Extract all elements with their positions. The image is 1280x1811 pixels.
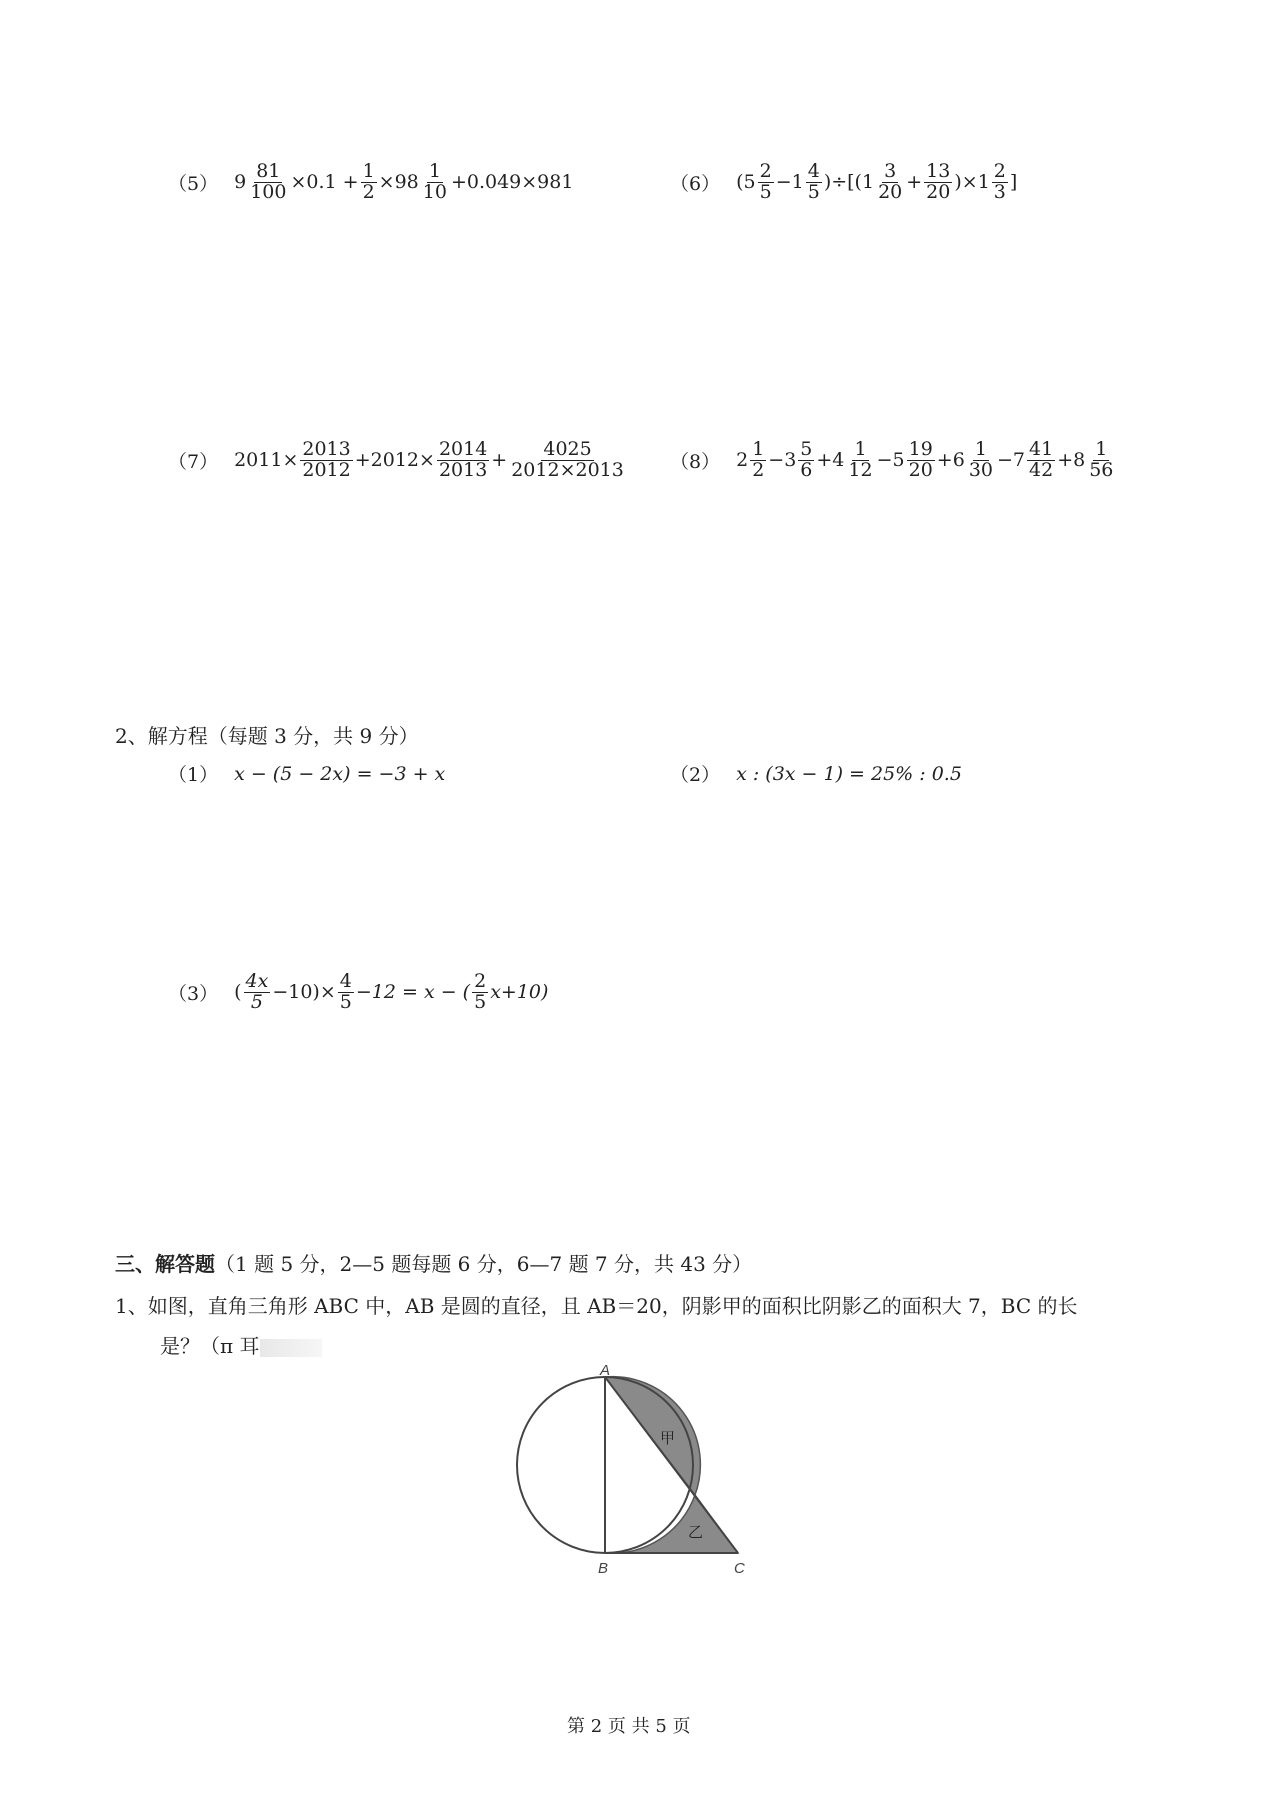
problem-label: （5） [168, 172, 219, 195]
fraction: $\frac{2}{3}$ [993, 160, 1006, 203]
page-footer: 第 2 页 共 5 页 [567, 1716, 691, 1737]
fraction: $\frac{2013}{2012}$ [302, 438, 351, 481]
operator-text: 2011× [234, 449, 299, 472]
operator-text: x+10) [490, 981, 549, 1004]
fraction: $\frac{1}{2}$ [362, 160, 375, 203]
fraction: $\frac{13}{20}$ [926, 160, 951, 203]
equation-text: x − (5 − 2x) = −3 + x [234, 762, 446, 785]
operator-text: + [491, 449, 508, 472]
label-yi: 乙 [688, 1523, 704, 1541]
problem-label: （8） [670, 450, 721, 473]
fraction: $\frac{2}{5}$ [759, 160, 772, 203]
geometry-figure [500, 1365, 770, 1595]
fraction: $\frac{3}{20}$ [878, 160, 903, 203]
section-2-heading: 2、解方程（每题 3 分，共 9 分） [115, 724, 419, 748]
fraction: $\frac{1}{10}$ [422, 160, 447, 203]
problem-label: （7） [168, 450, 219, 473]
fraction: $\frac{1}{2}$ [752, 438, 765, 481]
fraction: $\frac{4x}{5}$ [245, 970, 269, 1013]
operator-text: +2012× [354, 449, 435, 472]
problem-label: （2） [670, 764, 721, 786]
operator-text: (5 [736, 171, 756, 194]
equation-2 [670, 760, 962, 787]
operator-text: −5 [876, 449, 905, 472]
fraction: $\frac{19}{20}$ [908, 438, 933, 481]
operator-text: −12 = x − ( [355, 981, 471, 1004]
label-a: A [600, 1365, 611, 1379]
problem-7 [168, 440, 628, 481]
operator-text: +6 [936, 449, 965, 472]
fraction: $\frac{4}{5}$ [339, 970, 352, 1013]
equation-3 [168, 972, 548, 1013]
fraction: $\frac{81}{100}$ [250, 160, 287, 203]
fraction: $\frac{2014}{2013}$ [438, 438, 488, 481]
operator-text: 2 [736, 449, 749, 472]
operator-text: +8 [1057, 449, 1086, 472]
operator-text: −3 [768, 449, 797, 472]
integer-part: 9 [234, 171, 247, 194]
section-3-title: 三、解答题 [115, 1252, 215, 1276]
operator-text: ( [234, 981, 242, 1004]
operator-text: +4 [816, 449, 845, 472]
fraction: $\frac{1}{30}$ [968, 438, 993, 481]
equation-1 [168, 760, 445, 787]
fraction: $\frac{2}{5}$ [474, 970, 487, 1013]
problem-label: （3） [168, 982, 219, 1005]
fraction: $\frac{4}{5}$ [807, 160, 820, 203]
problem-label: （1） [168, 764, 219, 786]
operator-text: −10)× [272, 981, 336, 1004]
equation-text: x : (3x − 1) = 25% : 0.5 [736, 762, 962, 785]
fraction: $\frac{1}{56}$ [1089, 438, 1114, 481]
operator-text: +0.049×981 [450, 171, 574, 194]
label-c: C [734, 1560, 745, 1577]
operator-text: + [906, 171, 923, 194]
question-1-line-1: 1、如图，直角三角形 ABC 中，AB 是圆的直径，且 AB＝20，阴影甲的面积比阴影乙的面积大 7，BC 的长 [115, 1294, 1078, 1318]
label-jia: 甲 [660, 1429, 676, 1447]
operator-text: )÷[(1 [823, 171, 875, 194]
operator-text: −7 [997, 449, 1026, 472]
operator-text: )×1 [954, 171, 990, 194]
problem-label: （6） [670, 172, 721, 195]
fraction: $\frac{5}{6}$ [800, 438, 813, 481]
section-3-heading [115, 1248, 752, 1277]
blurred-region [260, 1339, 322, 1357]
label-b: B [598, 1560, 609, 1577]
operator-text: ×98 [378, 171, 419, 194]
section-3-scoring: （1 题 5 分，2—5 题每题 6 分，6—7 题 7 分，共 43 分） [215, 1252, 753, 1276]
operator-text: ×0.1 + [290, 171, 359, 194]
question-1-line-2 [160, 1330, 322, 1359]
problem-8 [670, 440, 1117, 481]
problem-5 [168, 162, 573, 203]
fraction: $\frac{1}{12}$ [848, 438, 873, 481]
fraction: $\frac{4025}{2012\times 2013}$ [511, 438, 624, 481]
fraction: $\frac{41}{42}$ [1029, 438, 1054, 481]
operator-text: ] [1009, 171, 1018, 194]
problem-6 [670, 162, 1017, 203]
question-1-text: 是？（π 耳 [160, 1334, 260, 1358]
operator-text: −1 [775, 171, 804, 194]
